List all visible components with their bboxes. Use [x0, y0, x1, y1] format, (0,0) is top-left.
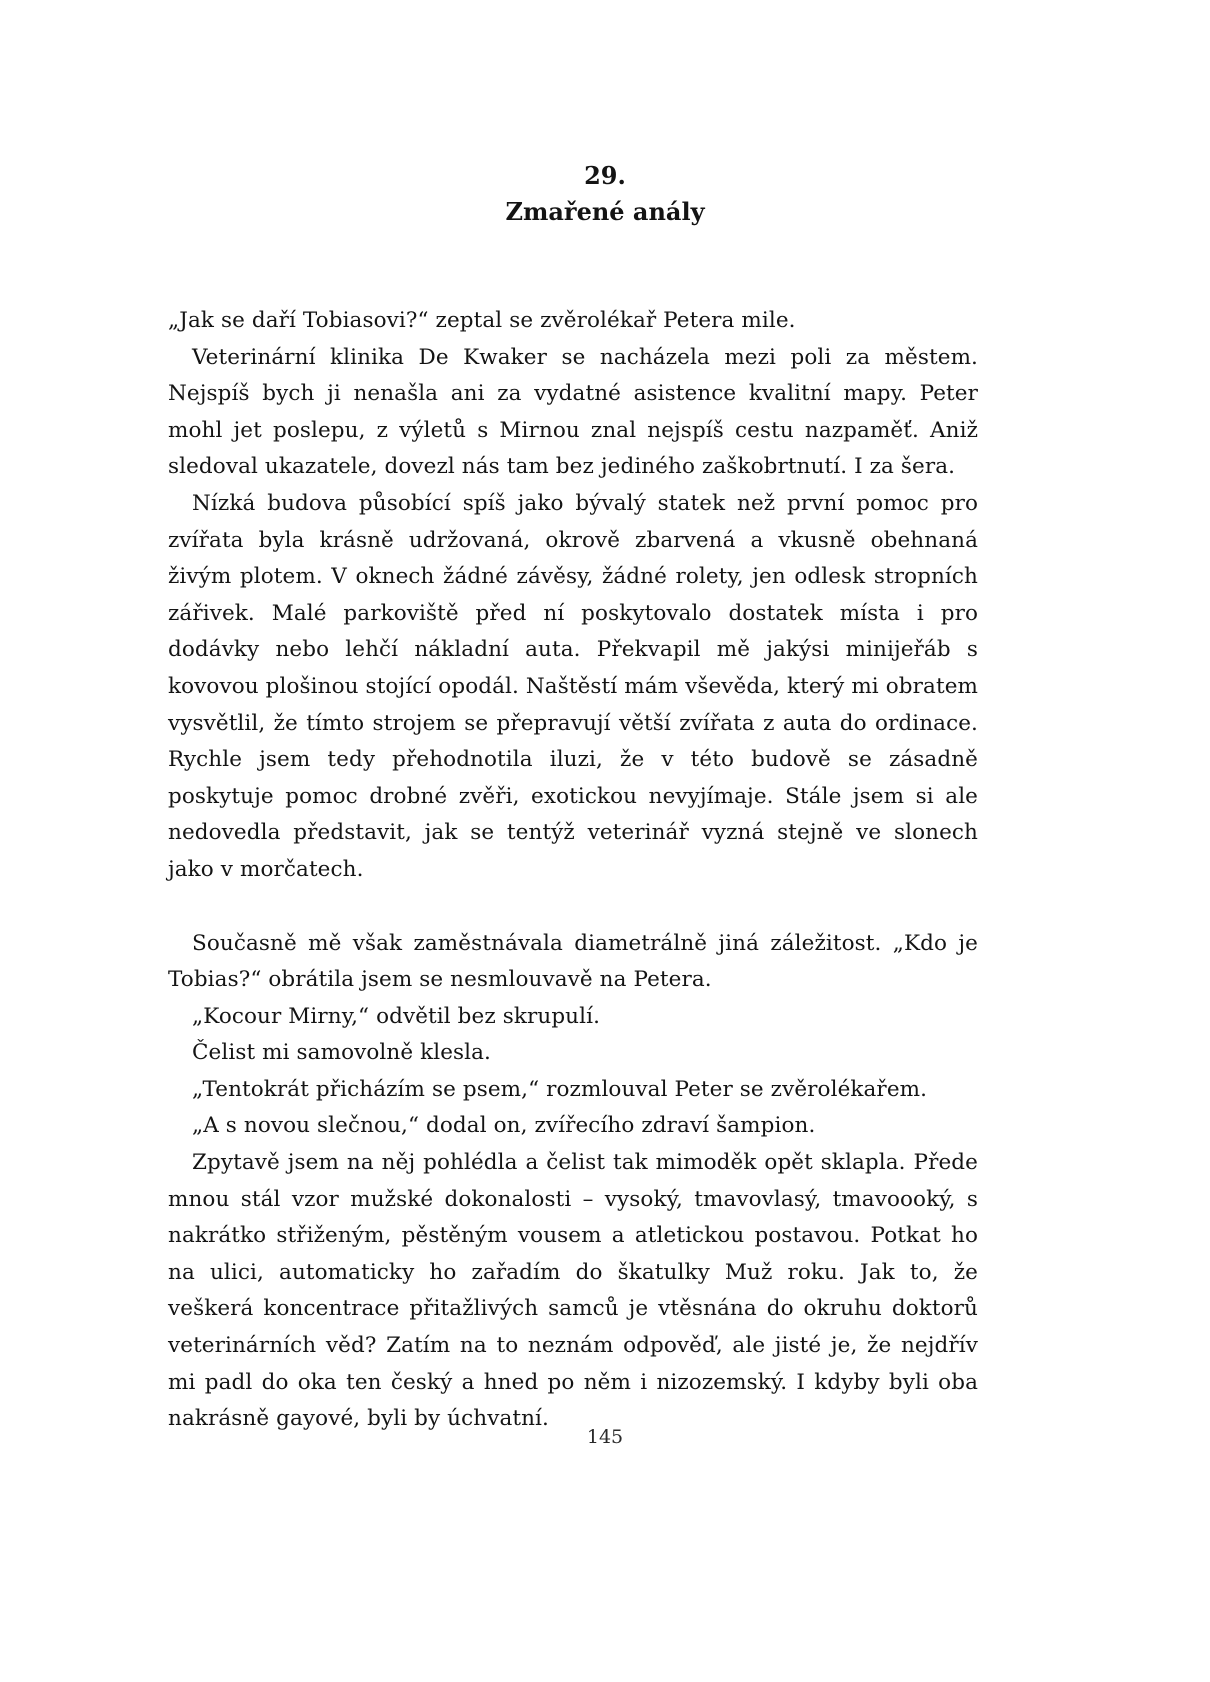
paragraph: „A s novou slečnou,“ dodal on, zvířecího zdraví šampion. — [192, 1113, 816, 1139]
paragraph: Současně mě však zaměstnávala diametrálně jiná záležitost. „Kdo je Tobias?“ obrátila jsem se nesmlouvavě na Petera. — [168, 930, 978, 993]
chapter-heading — [0, 158, 1210, 230]
paragraph: Nízká budova působící spíš jako bývalý statek než první pomoc pro zvířata byla krásně udržovaná, okrově zbarvená a vkusně obehnaná živým plotem. V oknech žádné závěsy, žádné rolety, jen odlesk stropních zářivek. Malé parkoviště před ní poskytovalo dostatek místa i pro dodávky nebo lehčí nákladní auta. Překvapil mě jakýsi minijeřáb s kovovou plošinou stojící opodál. Naštěstí mám vševěda, který mi obratem vysvětlil, že tímto strojem se přepravují větší zvířata z auta do ordinace. Rychle jsem tedy přehodnotila iluzi, že v této budově se zásadně poskytuje pomoc drobné zvěři, exotickou nevyjímaje. Stále jsem si ale nedovedla představit, jak se tentýž veterinář vyzná stejně ve slonech jako v morčatech. — [168, 490, 978, 882]
paragraph: „Tentokrát přicházím se psem,“ rozmlouval Peter se zvěrolékařem. — [192, 1076, 928, 1102]
paragraph: Čelist mi samovolně klesla. — [192, 1040, 491, 1066]
paragraph: „Jak se daří Tobiasovi?“ zeptal se zvěrolékař Petera mile. — [168, 308, 796, 333]
paragraph: „Kocour Mirny,“ odvětil bez skrupulí. — [192, 1003, 601, 1029]
body-text — [168, 303, 978, 1438]
chapter-title: Zmařené anály — [505, 197, 705, 226]
paragraph: Veterinární klinika De Kwaker se nacházela mezi poli za městem. Nejspíš bych ji nenašla ani za vydatné asistence kvalitní mapy. Peter mohl jet poslepu, z výletů s Mirnou znal nejspíš cestu nazpaměť. Aniž sledoval ukazatele, dovezl nás tam bez jediného zaškobrtnutí. I za šera. — [168, 344, 978, 480]
paragraph: Zpytavě jsem na něj pohlédla a čelist tak mimoděk opět sklapla. Přede mnou stál vzor mužské dokonalosti – vysoký, tmavovlasý, tmavoooký, s nakrátko střiženým, pěstěným vousem a atletickou postavou. Potkat ho na ulici, automaticky ho zařadím do škatulky Muž roku. Jak to, že veškerá koncentrace přitažlivých samců je vtěsnána do okruhu doktorů veterinárních věd? Zatím na to neznám odpověď, ale jisté je, že nejdřív mi padl do oka ten český a hned po něm i nizozemský. I kdyby byli oba nakrásně gayové, byli by úchvatní. — [168, 1150, 978, 1432]
page-number: 145 — [586, 1426, 624, 1448]
chapter-number: 29. — [584, 161, 626, 190]
